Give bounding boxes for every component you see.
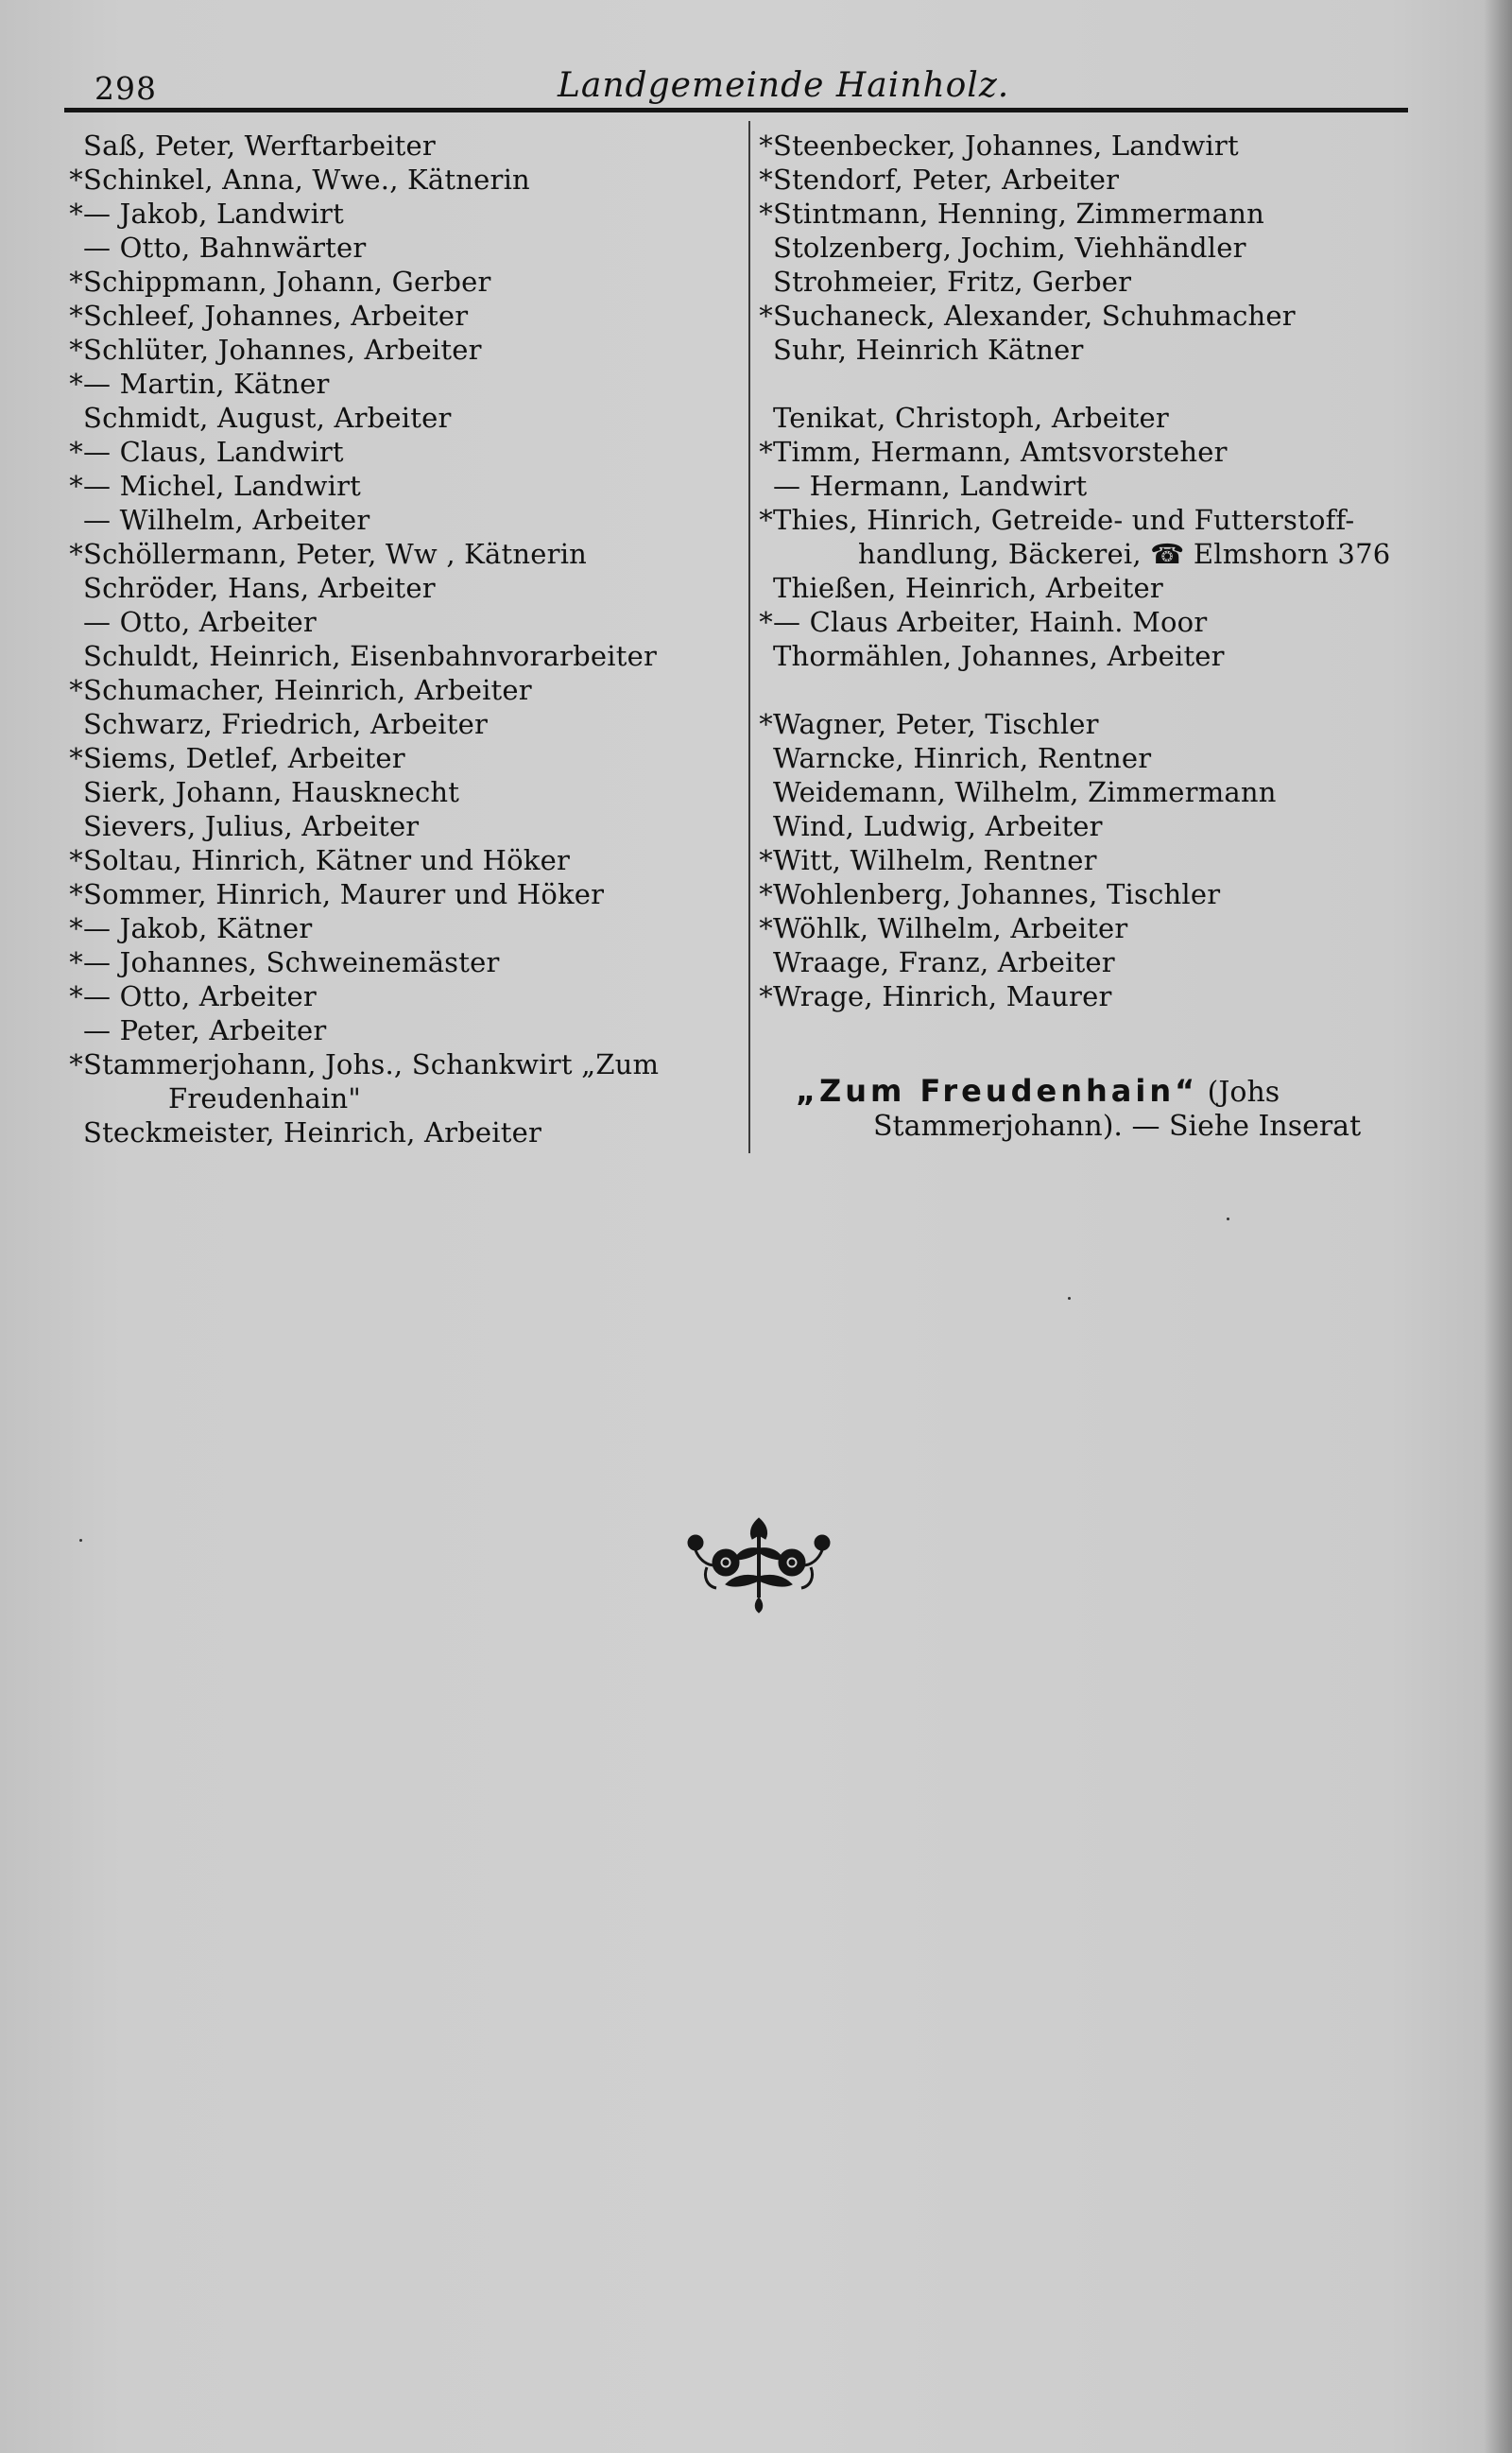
directory-entry [756, 707, 1436, 741]
entry-text: — Peter, Arbeiter [83, 1014, 327, 1046]
directory-entry [756, 435, 1436, 469]
entry-text: Warncke, Hinrich, Rentner [773, 742, 1152, 774]
entry-text: Schwarz, Friedrich, Arbeiter [83, 708, 489, 740]
owner-mark: * [759, 708, 773, 740]
directory-entry [66, 639, 728, 673]
owner-mark: * [69, 334, 83, 366]
owner-mark: * [69, 300, 83, 332]
directory-entry [66, 979, 728, 1013]
owner-mark: * [69, 1048, 83, 1080]
directory-entry [66, 401, 728, 435]
owner-mark: * [759, 198, 773, 230]
entry-text: — Otto, Arbeiter [83, 606, 317, 638]
entry-text: Schöllermann, Peter, Ww , Kätnerin [83, 538, 588, 570]
directory-entry [66, 809, 728, 843]
directory-entry [756, 197, 1436, 231]
entry-text: — Michel, Landwirt [83, 470, 361, 502]
directory-entry [756, 775, 1436, 809]
directory-entry [756, 741, 1436, 775]
entry-text: — Johannes, Schweinemäster [83, 946, 500, 978]
entry-text: Timm, Hermann, Amtsvorsteher [773, 436, 1228, 468]
directory-entry [66, 435, 728, 469]
directory-entry [756, 299, 1436, 333]
column-divider [748, 121, 750, 1153]
directory-entry [756, 809, 1436, 843]
entry-text: — Jakob, Kätner [83, 912, 313, 944]
owner-mark: * [759, 164, 773, 196]
header-rule [64, 108, 1408, 112]
directory-entry [756, 843, 1436, 877]
owner-mark: * [69, 878, 83, 910]
entry-text: — Claus Arbeiter, Hainh. Moor [773, 606, 1208, 638]
directory-entry [66, 503, 728, 537]
entry-text: Wrage, Hinrich, Maurer [773, 980, 1112, 1012]
owner-mark: * [69, 470, 83, 502]
entry-text: Tenikat, Christoph, Arbeiter [773, 402, 1169, 434]
entry-text: Wagner, Peter, Tischler [773, 708, 1099, 740]
entry-text: — Jakob, Landwirt [83, 198, 344, 230]
entry-text: Sievers, Julius, Arbeiter [83, 810, 420, 842]
directory-entry [66, 469, 728, 503]
directory-entry [756, 639, 1436, 673]
advert-owner-open: (Johs [1207, 1076, 1280, 1109]
directory-entry [66, 265, 728, 299]
entry-text: Thießen, Heinrich, Arbeiter [773, 572, 1163, 604]
directory-entry [66, 1047, 728, 1081]
entry-text: Schleef, Johannes, Arbeiter [83, 300, 469, 332]
directory-entry [66, 1081, 728, 1115]
entry-text: handlung, Bäckerei, ☎ Elmshorn 376 [858, 538, 1391, 570]
directory-entry [66, 911, 728, 945]
entry-text: Wöhlk, Wilhelm, Arbeiter [773, 912, 1128, 944]
paper-speck [1068, 1297, 1071, 1300]
entry-text: Witt, Wilhelm, Rentner [773, 844, 1097, 876]
directory-entry [756, 571, 1436, 605]
directory-entry [66, 1115, 728, 1149]
advert-notice [796, 1074, 1438, 1144]
entry-text: Steenbecker, Johannes, Landwirt [773, 130, 1239, 162]
entry-text: Wraage, Franz, Arbeiter [773, 946, 1115, 978]
owner-mark: * [69, 198, 83, 230]
owner-mark: * [759, 878, 773, 910]
directory-entry [66, 333, 728, 367]
directory-entry [66, 741, 728, 775]
directory-entry [756, 469, 1436, 503]
directory-entry [66, 571, 728, 605]
directory-entry [66, 129, 728, 163]
entry-text: Thies, Hinrich, Getreide- und Futterstoff- [773, 504, 1355, 536]
advert-name: „Zum Freudenhain“ [796, 1073, 1199, 1109]
entry-text: Wind, Ludwig, Arbeiter [773, 810, 1103, 842]
owner-mark: * [759, 844, 773, 876]
directory-entry [756, 333, 1436, 367]
directory-column-right [756, 129, 1436, 1013]
owner-mark: * [69, 368, 83, 400]
entry-text: — Otto, Bahnwärter [83, 232, 367, 264]
entry-text: Suhr, Heinrich Kätner [773, 334, 1084, 366]
directory-entry [66, 299, 728, 333]
directory-entry [756, 877, 1436, 911]
entry-text: Siems, Detlef, Arbeiter [83, 742, 405, 774]
directory-entry [66, 231, 728, 265]
directory-entry [66, 775, 728, 809]
owner-mark: * [759, 606, 773, 638]
directory-entry [756, 163, 1436, 197]
entry-text: Strohmeier, Fritz, Gerber [773, 266, 1132, 298]
owner-mark: * [69, 164, 83, 196]
directory-entry [66, 1013, 728, 1047]
directory-entry [66, 673, 728, 707]
entry-text: Stendorf, Peter, Arbeiter [773, 164, 1120, 196]
entry-text: Stolzenberg, Jochim, Viehhändler [773, 232, 1246, 264]
directory-entry [66, 197, 728, 231]
owner-mark: * [759, 912, 773, 944]
advert-reference: Stammerjohann). — Siehe Inserat [873, 1110, 1362, 1143]
owner-mark: * [69, 436, 83, 468]
directory-column-left [66, 129, 728, 1149]
page-number: 298 [94, 70, 157, 107]
entry-text: — Claus, Landwirt [83, 436, 344, 468]
entry-text: — Otto, Arbeiter [83, 980, 317, 1012]
owner-mark: * [759, 300, 773, 332]
owner-mark: * [69, 946, 83, 978]
entry-text: Schmidt, August, Arbeiter [83, 402, 452, 434]
owner-mark: * [759, 504, 773, 536]
entry-text: Schröder, Hans, Arbeiter [83, 572, 436, 604]
owner-mark: * [69, 980, 83, 1012]
owner-mark: * [69, 742, 83, 774]
owner-mark: * [69, 912, 83, 944]
page-edge-shadow [1484, 0, 1512, 2453]
paper-speck [1227, 1218, 1229, 1220]
entry-text: Sommer, Hinrich, Maurer und Höker [83, 878, 605, 910]
entry-text: Steckmeister, Heinrich, Arbeiter [83, 1116, 542, 1149]
section-gap [756, 367, 1436, 401]
entry-text: Wohlenberg, Johannes, Tischler [773, 878, 1221, 910]
entry-text: Freudenhain" [168, 1082, 361, 1114]
directory-entry [756, 537, 1436, 571]
entry-text: Stintmann, Henning, Zimmermann [773, 198, 1265, 230]
directory-entry [756, 605, 1436, 639]
entry-text: Soltau, Hinrich, Kätner und Höker [83, 844, 571, 876]
entry-text: Thormählen, Johannes, Arbeiter [773, 640, 1225, 672]
directory-entry [756, 979, 1436, 1013]
owner-mark: * [759, 130, 773, 162]
directory-entry [66, 163, 728, 197]
owner-mark: * [69, 266, 83, 298]
directory-entry [66, 537, 728, 571]
entry-text: Suchaneck, Alexander, Schuhmacher [773, 300, 1296, 332]
floral-vignette-icon [679, 1511, 839, 1615]
directory-entry [756, 129, 1436, 163]
entry-text: Schuldt, Heinrich, Eisenbahnvorarbeiter [83, 640, 658, 672]
owner-mark: * [69, 674, 83, 706]
directory-entry [756, 401, 1436, 435]
directory-entry [66, 707, 728, 741]
entry-text: Schinkel, Anna, Wwe., Kätnerin [83, 164, 530, 196]
owner-mark: * [69, 538, 83, 570]
directory-entry [66, 605, 728, 639]
entry-text: Saß, Peter, Werftarbeiter [83, 130, 436, 162]
paper-speck [79, 1539, 82, 1542]
directory-entry [756, 911, 1436, 945]
owner-mark: * [69, 844, 83, 876]
directory-entry [66, 877, 728, 911]
entry-text: Weidemann, Wilhelm, Zimmermann [773, 776, 1277, 808]
running-head: Landgemeinde Hainholz. [558, 66, 1010, 105]
directory-entry [756, 945, 1436, 979]
directory-entry [66, 945, 728, 979]
owner-mark: * [759, 980, 773, 1012]
entry-text: — Martin, Kätner [83, 368, 330, 400]
entry-text: Schippmann, Johann, Gerber [83, 266, 491, 298]
entry-text: — Hermann, Landwirt [773, 470, 1088, 502]
section-gap [756, 673, 1436, 707]
directory-entry [66, 843, 728, 877]
entry-text: Schumacher, Heinrich, Arbeiter [83, 674, 532, 706]
entry-text: — Wilhelm, Arbeiter [83, 504, 370, 536]
directory-entry [756, 231, 1436, 265]
entry-text: Sierk, Johann, Hausknecht [83, 776, 460, 808]
directory-entry [756, 265, 1436, 299]
directory-entry [66, 367, 728, 401]
entry-text: Stammerjohann, Johs., Schankwirt „Zum [83, 1048, 660, 1080]
entry-text: Schlüter, Johannes, Arbeiter [83, 334, 482, 366]
owner-mark: * [759, 436, 773, 468]
directory-entry [756, 503, 1436, 537]
